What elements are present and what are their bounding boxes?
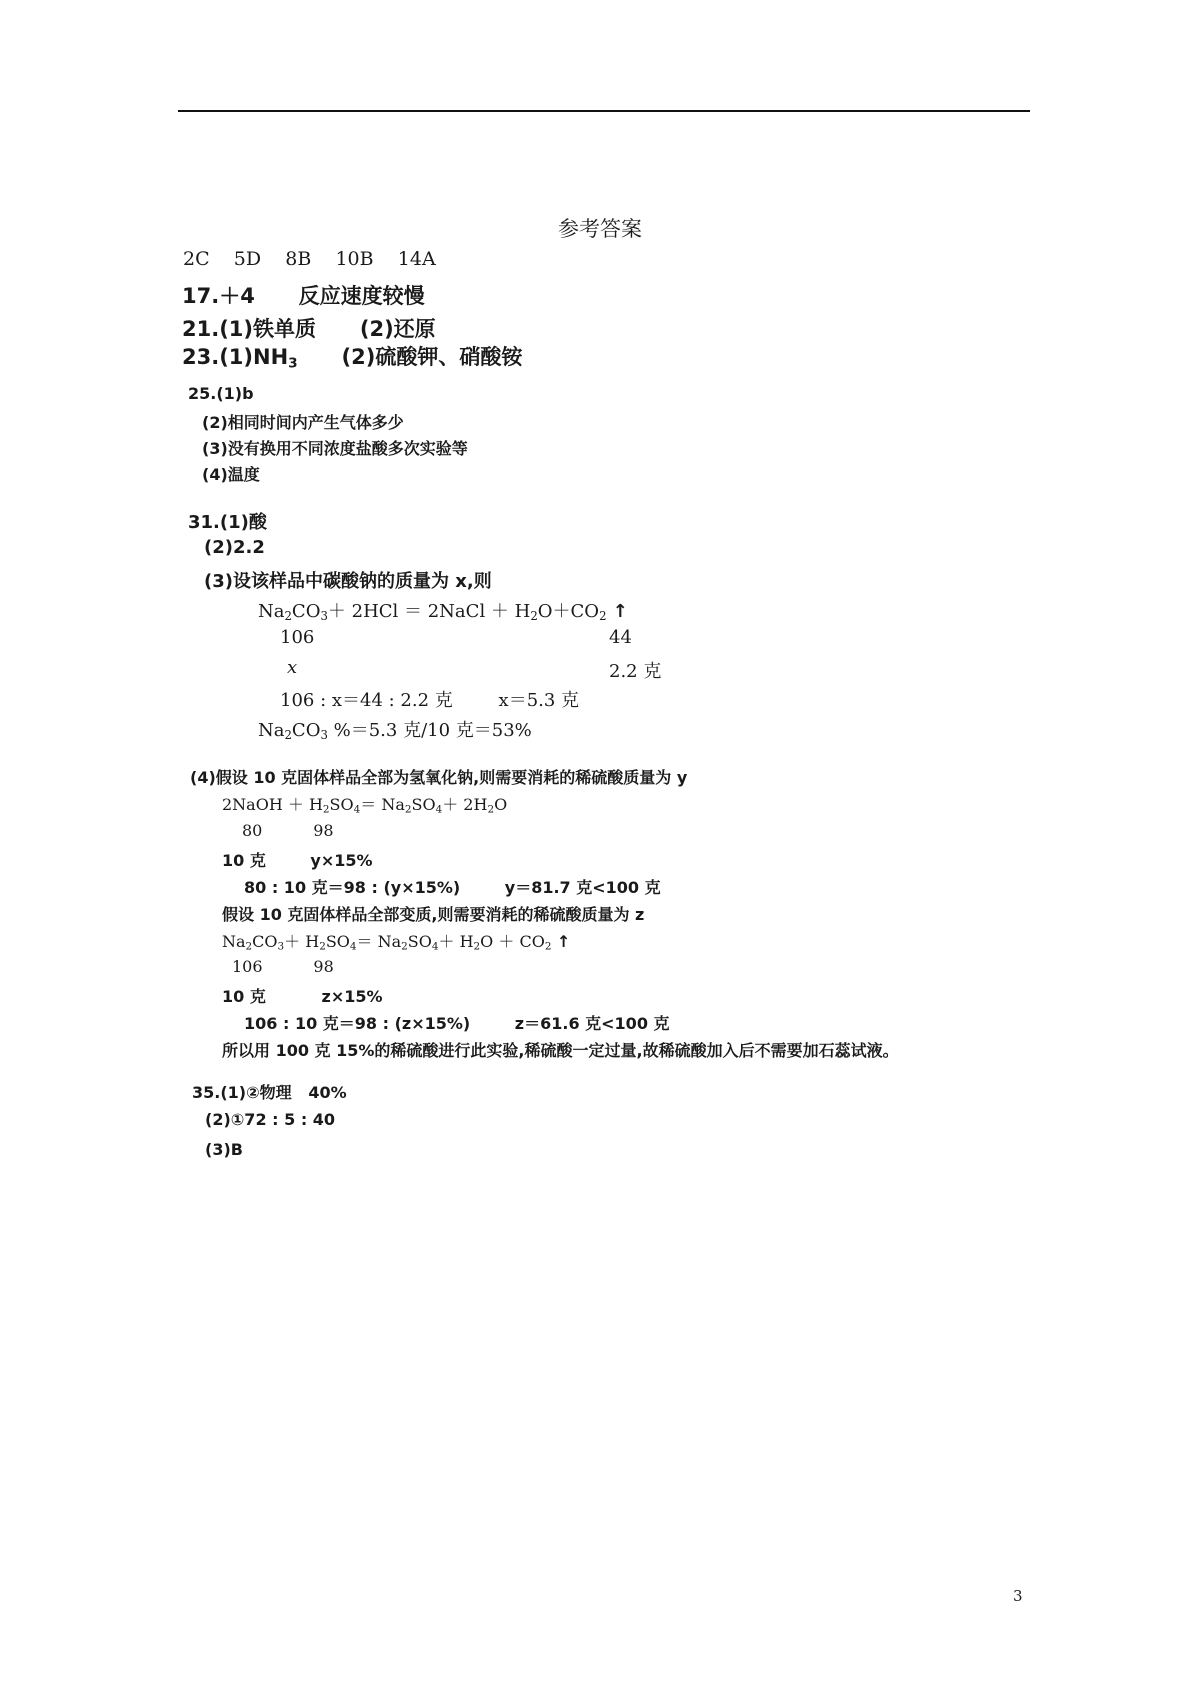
answer-25-3: (3)没有换用不同浓度盐酸多次实验等	[202, 439, 468, 458]
molar-mass-co2: 44	[609, 627, 632, 648]
equation-naoh-h2so4: 2NaOH ＋ $H_2SO_4= Na_2SO_4+ 2H_2O$	[222, 795, 508, 816]
mass-co2: 2.2 克	[609, 661, 662, 682]
percent-na2co3: $Na_2CO_3$ %＝5.3 克/10 克＝53%	[258, 720, 532, 742]
calc-z: 106 : 10 克＝98 : (z×15%) z＝61.6 克<100 克	[244, 1014, 670, 1033]
molar-mass-row-1: 80 98	[242, 821, 334, 840]
mass-row-2: 10 克 z×15%	[222, 987, 383, 1006]
calc-y: 80 : 10 克＝98 : (y×15%) y＝81.7 克<100 克	[244, 878, 661, 897]
answer-25-4: (4)温度	[202, 465, 260, 484]
answer-31-2: (2)2.2	[204, 537, 265, 558]
answer-25-1: 25.(1)b	[188, 384, 254, 403]
answer-31-4-conclusion: 所以用 100 克 15%的稀硫酸进行此实验,稀硫酸一定过量,故稀硫酸加入后不需要加石蕊试液。	[222, 1041, 899, 1060]
answer-17: 17.＋4 反应速度较慢	[182, 284, 425, 308]
answer-31-1: 31.(1)酸	[188, 512, 267, 533]
unknown-x: x	[287, 657, 298, 678]
answer-31-3: (3)设该样品中碳酸钠的质量为 x,则	[204, 571, 492, 592]
molar-mass-row-2: 106 98	[232, 957, 334, 976]
answer-35-2: (2)①72 : 5 : 40	[205, 1110, 336, 1129]
answer-31-4-second: 假设 10 克固体样品全部变质,则需要消耗的稀硫酸质量为 z	[222, 905, 645, 924]
page-title: 参考答案	[558, 217, 642, 241]
calc-x: 106 : x＝44 : 2.2 克 x＝5.3 克	[280, 690, 580, 711]
equation-na2co3-h2so4: $Na_2CO_3+ H_2SO_4= Na_2SO_4+ H_2O + CO_2$ ↑	[222, 932, 571, 953]
answer-35-3: (3)B	[205, 1140, 243, 1159]
answer-35-1: 35.(1)②物理 40%	[192, 1083, 347, 1102]
equation-na2co3-hcl: $Na_2CO_3+ 2HCl$ ＝ 2NaCl ＋ $H_2O+CO_2$ ↑	[258, 601, 628, 623]
mc-answers: 2C 5D 8B 10B 14A	[183, 248, 436, 270]
answer-21: 21.(1)铁单质 (2)还原	[182, 317, 436, 341]
molar-mass-na2co3: 106	[280, 627, 315, 648]
page-number: 3	[1013, 1587, 1023, 1605]
answer-23: $23.(1)NH_3$ (2)硫酸钾、硝酸铵	[182, 345, 523, 372]
answer-31-4-intro: (4)假设 10 克固体样品全部为氢氧化钠,则需要消耗的稀硫酸质量为 y	[190, 768, 688, 787]
mass-row-1: 10 克 y×15%	[222, 851, 373, 870]
answer-25-2: (2)相同时间内产生气体多少	[202, 413, 404, 432]
header-rule	[178, 110, 1030, 112]
